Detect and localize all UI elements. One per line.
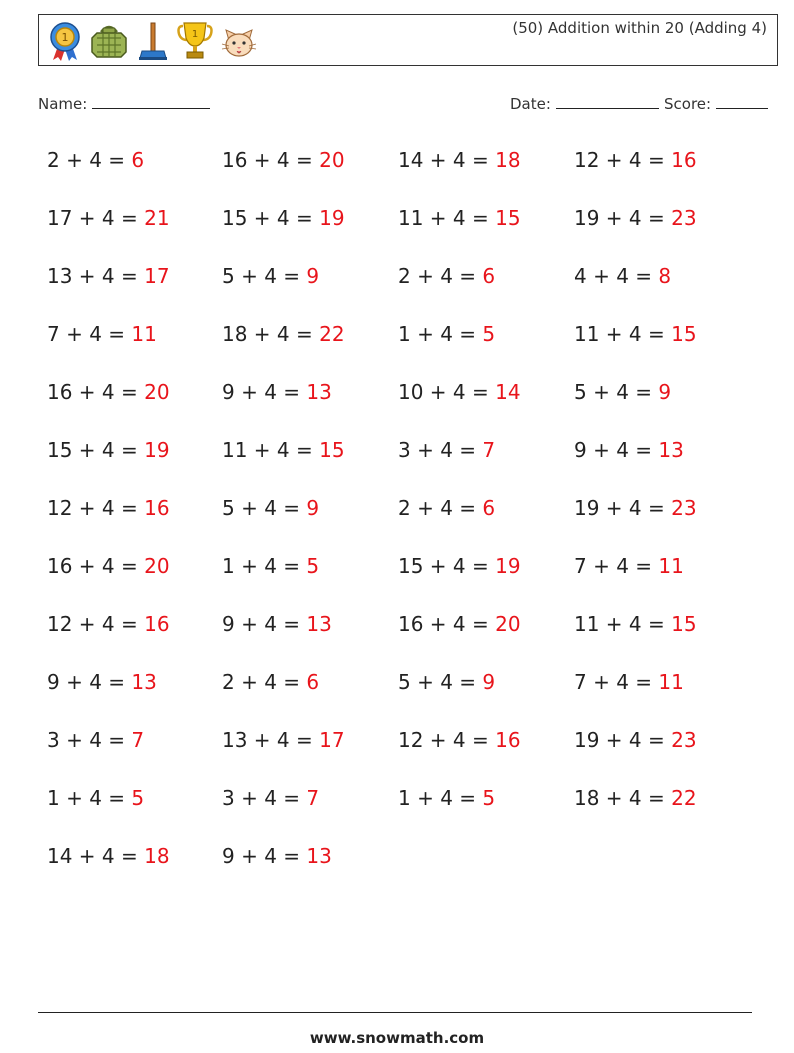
problem-15	[398, 322, 495, 346]
problem-25	[47, 496, 170, 520]
problem-answer: 9	[306, 496, 320, 520]
problem-answer: 13	[306, 612, 332, 636]
problem-expression: 5 + 4 =	[574, 380, 659, 404]
problem-answer: 5	[131, 786, 145, 810]
score-blank	[716, 94, 768, 109]
problem-answer: 14	[495, 380, 521, 404]
problem-35	[398, 612, 521, 636]
problem-expression: 12 + 4 =	[47, 496, 145, 520]
problem-expression: 1 + 4 =	[47, 786, 132, 810]
cat-face-icon	[219, 20, 259, 62]
problem-42	[222, 728, 345, 752]
problem-answer: 20	[495, 612, 521, 636]
problem-answer: 20	[144, 554, 170, 578]
problem-expression: 13 + 4 =	[222, 728, 320, 752]
problem-answer: 15	[495, 206, 521, 230]
trophy-icon	[177, 20, 213, 62]
problem-answer: 17	[319, 728, 345, 752]
problem-expression: 1 + 4 =	[398, 322, 483, 346]
problem-answer: 13	[306, 380, 332, 404]
problem-answer: 20	[319, 148, 345, 172]
problem-answer: 9	[658, 380, 672, 404]
problem-4	[574, 148, 697, 172]
problem-16	[574, 322, 697, 346]
svg-text:1: 1	[61, 31, 69, 44]
problem-47	[398, 786, 495, 810]
problem-expression: 16 + 4 =	[222, 148, 320, 172]
problem-answer: 11	[658, 670, 684, 694]
problem-37	[47, 670, 157, 694]
problem-43	[398, 728, 521, 752]
problem-20	[574, 380, 671, 404]
problem-22	[222, 438, 345, 462]
problem-expression: 7 + 4 =	[574, 554, 659, 578]
problem-expression: 1 + 4 =	[398, 786, 483, 810]
problem-expression: 3 + 4 =	[398, 438, 483, 462]
problem-expression: 19 + 4 =	[574, 206, 672, 230]
problem-answer: 5	[482, 786, 496, 810]
problem-34	[222, 612, 332, 636]
problem-answer: 7	[482, 438, 496, 462]
problem-36	[574, 612, 697, 636]
problem-answer: 16	[144, 612, 170, 636]
date-blank	[556, 94, 659, 109]
problem-46	[222, 786, 319, 810]
problem-answer: 19	[319, 206, 345, 230]
problem-31	[398, 554, 521, 578]
problem-answer: 18	[144, 844, 170, 868]
problem-44	[574, 728, 697, 752]
problem-expression: 12 + 4 =	[574, 148, 672, 172]
problem-expression: 16 + 4 =	[398, 612, 496, 636]
problem-answer: 6	[131, 148, 145, 172]
problem-48	[574, 786, 697, 810]
worksheet-title: (50) Addition within 20 (Adding 4)	[512, 19, 767, 37]
problem-23	[398, 438, 495, 462]
problem-answer: 11	[131, 322, 157, 346]
problem-answer: 17	[144, 264, 170, 288]
problem-answer: 16	[671, 148, 697, 172]
problem-expression: 5 + 4 =	[398, 670, 483, 694]
problem-answer: 6	[482, 496, 496, 520]
problem-7	[398, 206, 521, 230]
problem-expression: 2 + 4 =	[398, 264, 483, 288]
problem-10	[222, 264, 319, 288]
medal-icon	[47, 20, 83, 62]
problem-answer: 22	[319, 322, 345, 346]
problem-expression: 4 + 4 =	[574, 264, 659, 288]
problem-expression: 7 + 4 =	[47, 322, 132, 346]
problem-2	[222, 148, 345, 172]
problem-26	[222, 496, 319, 520]
problem-39	[398, 670, 495, 694]
problem-expression: 5 + 4 =	[222, 496, 307, 520]
problem-answer: 15	[671, 612, 697, 636]
problem-answer: 9	[482, 670, 496, 694]
problem-answer: 23	[671, 496, 697, 520]
problem-5	[47, 206, 170, 230]
problem-answer: 13	[306, 844, 332, 868]
problem-answer: 15	[671, 322, 697, 346]
date-field	[510, 94, 659, 113]
problem-answer: 6	[482, 264, 496, 288]
problem-expression: 12 + 4 =	[398, 728, 496, 752]
problem-1	[47, 148, 144, 172]
problem-expression: 17 + 4 =	[47, 206, 145, 230]
problem-expression: 10 + 4 =	[398, 380, 496, 404]
problem-11	[398, 264, 495, 288]
problem-45	[47, 786, 144, 810]
problem-answer: 22	[671, 786, 697, 810]
problem-answer: 13	[658, 438, 684, 462]
basket-icon	[89, 20, 129, 62]
problem-expression: 11 + 4 =	[398, 206, 496, 230]
problem-28	[574, 496, 697, 520]
problem-27	[398, 496, 495, 520]
problem-answer: 20	[144, 380, 170, 404]
problem-24	[574, 438, 684, 462]
problem-answer: 6	[306, 670, 320, 694]
footer-divider	[38, 1012, 752, 1013]
problem-expression: 11 + 4 =	[574, 612, 672, 636]
problem-answer: 23	[671, 206, 697, 230]
problem-answer: 8	[658, 264, 672, 288]
problem-answer: 5	[306, 554, 320, 578]
problem-expression: 14 + 4 =	[398, 148, 496, 172]
footer-website: www.snowmath.com	[309, 1029, 485, 1047]
problem-expression: 19 + 4 =	[574, 496, 672, 520]
name-blank	[92, 94, 210, 109]
problem-17	[47, 380, 170, 404]
problem-expression: 12 + 4 =	[47, 612, 145, 636]
problem-expression: 3 + 4 =	[47, 728, 132, 752]
problem-answer: 16	[144, 496, 170, 520]
problem-expression: 18 + 4 =	[222, 322, 320, 346]
problem-12	[574, 264, 671, 288]
problem-answer: 15	[319, 438, 345, 462]
problem-expression: 11 + 4 =	[222, 438, 320, 462]
problem-expression: 19 + 4 =	[574, 728, 672, 752]
toilet-plunger-icon	[135, 20, 171, 62]
problem-expression: 2 + 4 =	[47, 148, 132, 172]
problem-8	[574, 206, 697, 230]
problem-49	[47, 844, 170, 868]
problem-answer: 16	[495, 728, 521, 752]
problem-expression: 9 + 4 =	[222, 844, 307, 868]
problem-expression: 9 + 4 =	[574, 438, 659, 462]
problem-expression: 16 + 4 =	[47, 380, 145, 404]
problem-21	[47, 438, 170, 462]
name-label: Name:	[38, 95, 88, 113]
problem-50	[222, 844, 332, 868]
problem-30	[222, 554, 319, 578]
score-label: Score:	[664, 95, 712, 113]
problem-answer: 23	[671, 728, 697, 752]
name-field	[38, 94, 210, 113]
problem-32	[574, 554, 684, 578]
problem-expression: 7 + 4 =	[574, 670, 659, 694]
problem-expression: 11 + 4 =	[574, 322, 672, 346]
problem-14	[222, 322, 345, 346]
problem-answer: 19	[495, 554, 521, 578]
problem-38	[222, 670, 319, 694]
score-field	[664, 94, 768, 113]
problem-6	[222, 206, 345, 230]
header-icons	[47, 19, 259, 63]
problem-3	[398, 148, 521, 172]
problem-expression: 2 + 4 =	[222, 670, 307, 694]
problem-expression: 18 + 4 =	[574, 786, 672, 810]
problem-answer: 7	[306, 786, 320, 810]
problem-expression: 3 + 4 =	[222, 786, 307, 810]
problem-29	[47, 554, 170, 578]
problem-expression: 13 + 4 =	[47, 264, 145, 288]
problem-9	[47, 264, 170, 288]
problem-18	[222, 380, 332, 404]
problem-expression: 1 + 4 =	[222, 554, 307, 578]
problem-33	[47, 612, 170, 636]
worksheet-header	[38, 14, 778, 66]
problem-41	[47, 728, 144, 752]
problem-expression: 14 + 4 =	[47, 844, 145, 868]
problem-13	[47, 322, 157, 346]
problem-expression: 9 + 4 =	[47, 670, 132, 694]
problem-expression: 2 + 4 =	[398, 496, 483, 520]
problem-answer: 5	[482, 322, 496, 346]
problem-answer: 18	[495, 148, 521, 172]
problem-answer: 7	[131, 728, 145, 752]
problem-19	[398, 380, 521, 404]
problem-40	[574, 670, 684, 694]
problem-expression: 5 + 4 =	[222, 264, 307, 288]
problem-expression: 15 + 4 =	[222, 206, 320, 230]
problem-expression: 15 + 4 =	[47, 438, 145, 462]
problem-expression: 9 + 4 =	[222, 612, 307, 636]
svg-text:1: 1	[191, 29, 199, 40]
problem-expression: 16 + 4 =	[47, 554, 145, 578]
problem-expression: 9 + 4 =	[222, 380, 307, 404]
problem-answer: 21	[144, 206, 170, 230]
problem-answer: 11	[658, 554, 684, 578]
problem-answer: 19	[144, 438, 170, 462]
date-label: Date:	[510, 95, 551, 113]
problem-answer: 13	[131, 670, 157, 694]
problem-expression: 15 + 4 =	[398, 554, 496, 578]
problem-answer: 9	[306, 264, 320, 288]
